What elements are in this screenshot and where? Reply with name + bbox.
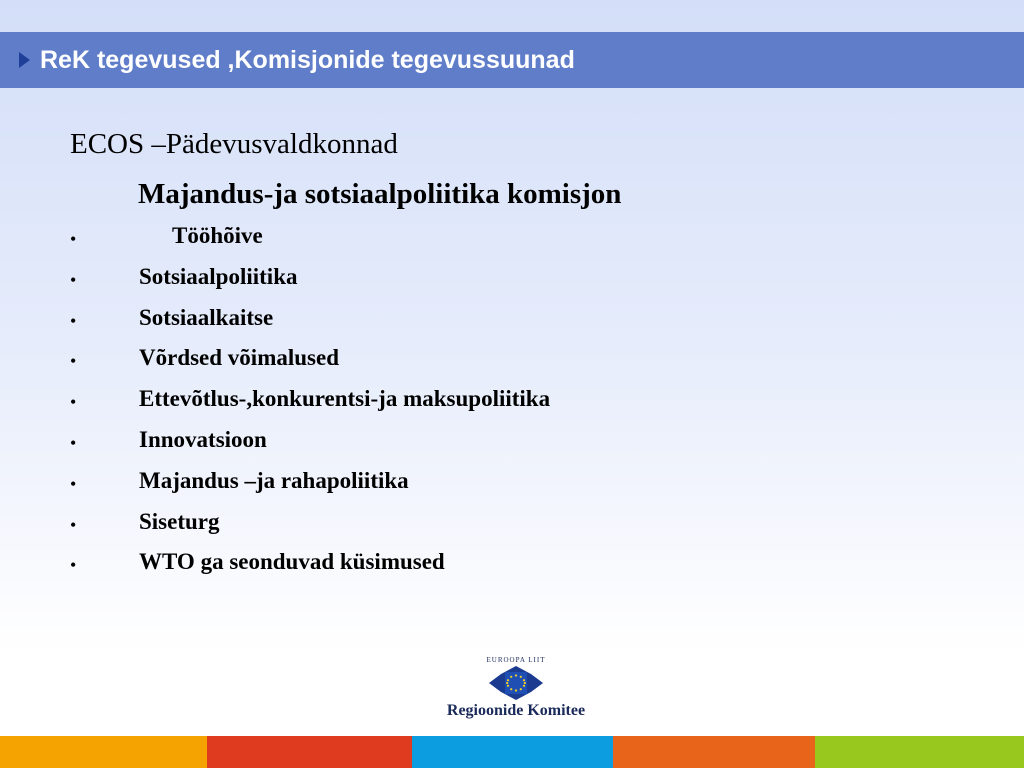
eu-emblem-icon — [489, 666, 543, 700]
footer-stripe-dark-orange — [613, 736, 815, 768]
list-item-text: Tööhõive — [172, 223, 263, 248]
bullet-icon: • — [70, 392, 77, 413]
bullet-icon: • — [70, 310, 77, 331]
list-item-text: Sotsiaalpoliitika — [139, 263, 298, 289]
list-item-text: Sotsiaalkaitse — [139, 304, 274, 330]
footer-stripe-blue — [412, 736, 613, 768]
list-item-text: Siseturg — [139, 508, 220, 534]
footer-stripe-orange — [0, 736, 207, 768]
list-item-text: Ettevõtlus-,konkurentsi-ja maksupoliitika — [139, 386, 551, 412]
list-item-text: Majandus –ja rahapoliitika — [139, 467, 409, 493]
bullet-icon: • — [70, 229, 77, 249]
bullet-icon: • — [70, 514, 77, 535]
slide-subheading: Majandus-ja sotsiaalpoliitika komisjon — [138, 178, 622, 210]
footer-stripe-red — [207, 736, 412, 768]
logo-top-text: EUROOPA LIIT — [486, 656, 546, 664]
slide-title: ReK tegevused ,Komisjonide tegevussuunad — [40, 45, 575, 74]
bullet-icon: • — [70, 269, 77, 290]
list-item-text: Võrdsed võimalused — [139, 345, 339, 371]
bullet-icon: • — [70, 555, 77, 576]
bullet-icon: • — [70, 432, 77, 453]
logo-name-text: Regioonide Komitee — [446, 702, 586, 719]
bullet-icon: • — [70, 351, 77, 372]
title-bar — [0, 32, 1024, 88]
title-arrow-icon — [19, 52, 30, 68]
footer-stripe-green — [815, 736, 1024, 768]
committee-logo — [437, 652, 595, 724]
list-item-text: Innovatsioon — [139, 426, 267, 452]
slide-heading: ECOS –Pädevusvaldkonnad — [70, 128, 398, 160]
bullet-icon: • — [70, 473, 77, 494]
list-item-text: WTO ga seonduvad küsimused — [139, 549, 445, 575]
